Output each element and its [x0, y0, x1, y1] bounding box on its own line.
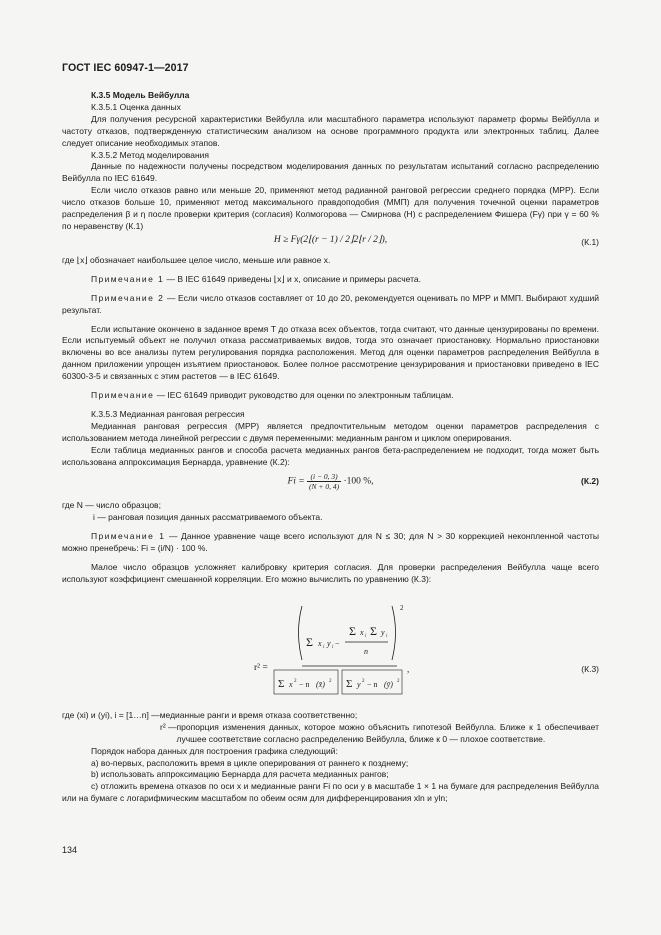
svg-text:y: y [381, 627, 385, 637]
svg-text:2: 2 [400, 603, 404, 612]
where-item [62, 722, 599, 746]
paragraph: Для получения ресурсной характеристики Вейбулла или масштабного параметра используют параметр формы Вейбулла и частоту отказов, подтвержденную статистическим анализом на основе программного продукта или электронных таблиц. Далее следует описание необходимых этапов. [62, 113, 599, 148]
svg-text:i: i [365, 633, 367, 639]
note-label: Примечание 2 [91, 292, 165, 303]
equation-k2-body [62, 472, 599, 491]
page-number: 134 [62, 845, 78, 855]
fraction [307, 472, 341, 491]
fraction-denominator: (N + 0, 4) [309, 482, 340, 492]
svg-text:x: x [318, 638, 322, 648]
note-label: Примечание 1 [91, 273, 165, 284]
subsection-heading-k351: К.3.5.1 Оценка данных [91, 101, 181, 112]
equation-number: (К.2) [581, 476, 599, 487]
svg-text:x: x [360, 627, 364, 637]
where-symbol: r² — [160, 721, 177, 732]
svg-text:Σ: Σ [306, 634, 313, 649]
paragraph: Малое число образцов усложняет калибровку критерия согласия. Для проверки распределения Вейбулла чаще всего используют коэффициент смешанной корреляции. Его можно вычислить по уравнению (К.3): [62, 562, 599, 584]
note-text: — В IEC 61649 приведены ⌊x⌋ и x, описание и примеры расчета. [164, 273, 422, 284]
where-text: пропорция изменения данных, которое можно объяснить гипотезой Вейбулла. Ближе к 1 обеспечивает лучшее соответствие согласно распределению Вейбулла, ближе к 0 — плохое соответствие. [176, 721, 599, 744]
equation-k3-lhs: r² = [254, 662, 268, 673]
equation-k2 [62, 470, 599, 496]
equation-k1 [62, 235, 599, 251]
equation-rhs: ·100 %, [343, 477, 374, 488]
svg-text:(x̄): (x̄) [316, 679, 325, 689]
note [62, 531, 599, 555]
svg-text:y: y [327, 638, 331, 648]
paragraph: где ⌊x⌋ обозначает наибольшее целое число, меньше или равное x. [62, 254, 331, 265]
equation-k3-graphic [62, 590, 599, 708]
where-item: i — ранговая позиция данных рассматриваемого объекта. [93, 512, 323, 523]
svg-text:− n: − n [299, 679, 310, 689]
paragraph: Медианная ранговая регрессия (МРР) является предпочтительным методом оценки параметров распределения с использованием метода линейной регрессии с двумя переменными: медианным рангом и циклом оперирования. [62, 420, 599, 443]
equation-k1-body: H ≥ Fγ(2⌊(r − 1) / 2⌋2⌊r / 2⌋), [273, 234, 388, 245]
svg-text:2: 2 [362, 678, 365, 684]
document-header: ГОСТ IEC 60947-1—2017 [62, 62, 189, 74]
paragraph: Если таблица медианных рангов и способа расчета медианных рангов бета-распределением не подходит, тогда может быть использована аппроксимация Бернарда, уравнение (К.2): [62, 444, 599, 467]
note-label: Примечание 1 [91, 531, 166, 542]
paragraph: Если испытание окончено в заданное время T до отказа всех объектов, тогда считают, что данные цензурированы по времени. Если испытуемый объект не получил отказа рассматриваемых видов, тогда это означает приостановку. Нормально приостановки включены во все анализы путем регулирования порядка расположения. Метод для оценки параметров распределения Вейбулла в данном приложении упрощен изъятием приостановок. Более полное рассмотрение цензурирования и приостановки приведено в IEC 60300-3-5 и связанных с этим растетов — в IEC 61649. [62, 323, 599, 382]
svg-text:Σ: Σ [349, 623, 356, 638]
list-item: a) во-первых, расположить время в цикле оперирования от раннего к позднему; [91, 757, 409, 768]
note [62, 274, 599, 286]
note-text: — Данное уравнение чаще всего используют для N ≤ 30; для N > 30 коррекцией неконпленной частоты можно пренебречь: Fi = (i/N) · 100 %. [62, 531, 600, 554]
equation-lhs: Fi = [287, 477, 305, 488]
note [62, 390, 599, 402]
svg-text:i: i [386, 633, 388, 639]
svg-text:(ȳ): (ȳ) [384, 679, 393, 689]
note-label: Примечание [91, 390, 155, 401]
svg-text:2: 2 [397, 678, 400, 684]
svg-text:−: − [335, 638, 340, 648]
svg-text:y: y [357, 679, 361, 689]
equation-number: (К.3) [581, 663, 599, 674]
paragraph: Если число отказов равно или меньше 20, применяют метод радианной ранговой регрессии среднего порядка (МРР). Если число отказов больше 10, применяют метод максимального правдоподобия (ММП) для получения точечной оценки параметров распределения β и η после проверки критерия (согласия) Колмогорова — Смирнова (H) с распределением Фишера (Fγ) при γ = 60 % по неравенству (К.1) [62, 185, 599, 231]
equation-k3 [62, 590, 599, 708]
svg-text:Σ: Σ [370, 623, 377, 638]
note-text: — Если число отказов составляет от 10 до 20, рекомендуется оценивать по МРР и ММП. Выбирают худший результат. [62, 292, 600, 315]
list-item: b) использовать аппроксимацию Бернарда для расчета медианных рангов; [91, 769, 389, 780]
equation-number: (К.1) [581, 236, 599, 247]
svg-text:x: x [289, 679, 293, 689]
svg-text:n: n [364, 646, 368, 656]
list-item: c) отложить времена отказов по оси x и медианные ранги Fi по оси y в масштабе 1 × 1 на бумаге для распределения Вейбулла или на бумаге с логарифмическим масштабом по обеим осям для дифференцирования xln и yln; [62, 781, 599, 804]
svg-text:− n: − n [367, 679, 378, 689]
paragraph: Порядок набора данных для построения графика следующий: [91, 745, 338, 756]
paragraph: Данные по надежности получены посредством моделирования данных по результатам испытаний согласно распределению Вейбулла по IEC 61649. [62, 161, 599, 184]
where-text: медианные ранги и время отказа соответственно; [159, 709, 358, 720]
where-symbol: где (xi) и (yi), i = [1…n] — [62, 709, 160, 720]
note-text: — IEC 61649 приводит руководство для оценки по электронным таблицам. [154, 390, 454, 401]
section-heading-k35: К.3.5 Модель Вейбулла [91, 90, 190, 100]
where-item: где N — число образцов; [62, 500, 161, 511]
svg-text:Σ: Σ [278, 677, 285, 690]
note [62, 293, 599, 317]
document-body [62, 90, 599, 805]
svg-text:i: i [332, 644, 334, 650]
fraction-numerator: (i − 0, 3) [307, 472, 341, 482]
svg-text:2: 2 [294, 678, 297, 684]
svg-text:i: i [323, 644, 325, 650]
svg-text:,: , [407, 663, 410, 674]
svg-text:2: 2 [329, 678, 332, 684]
subsection-heading-k352: К.3.5.2 Метод моделирования [91, 149, 210, 160]
svg-text:Σ: Σ [346, 677, 353, 690]
subsection-heading-k353: К.3.5.3 Медианная ранговая регрессия [91, 408, 245, 419]
where-item [62, 710, 599, 722]
